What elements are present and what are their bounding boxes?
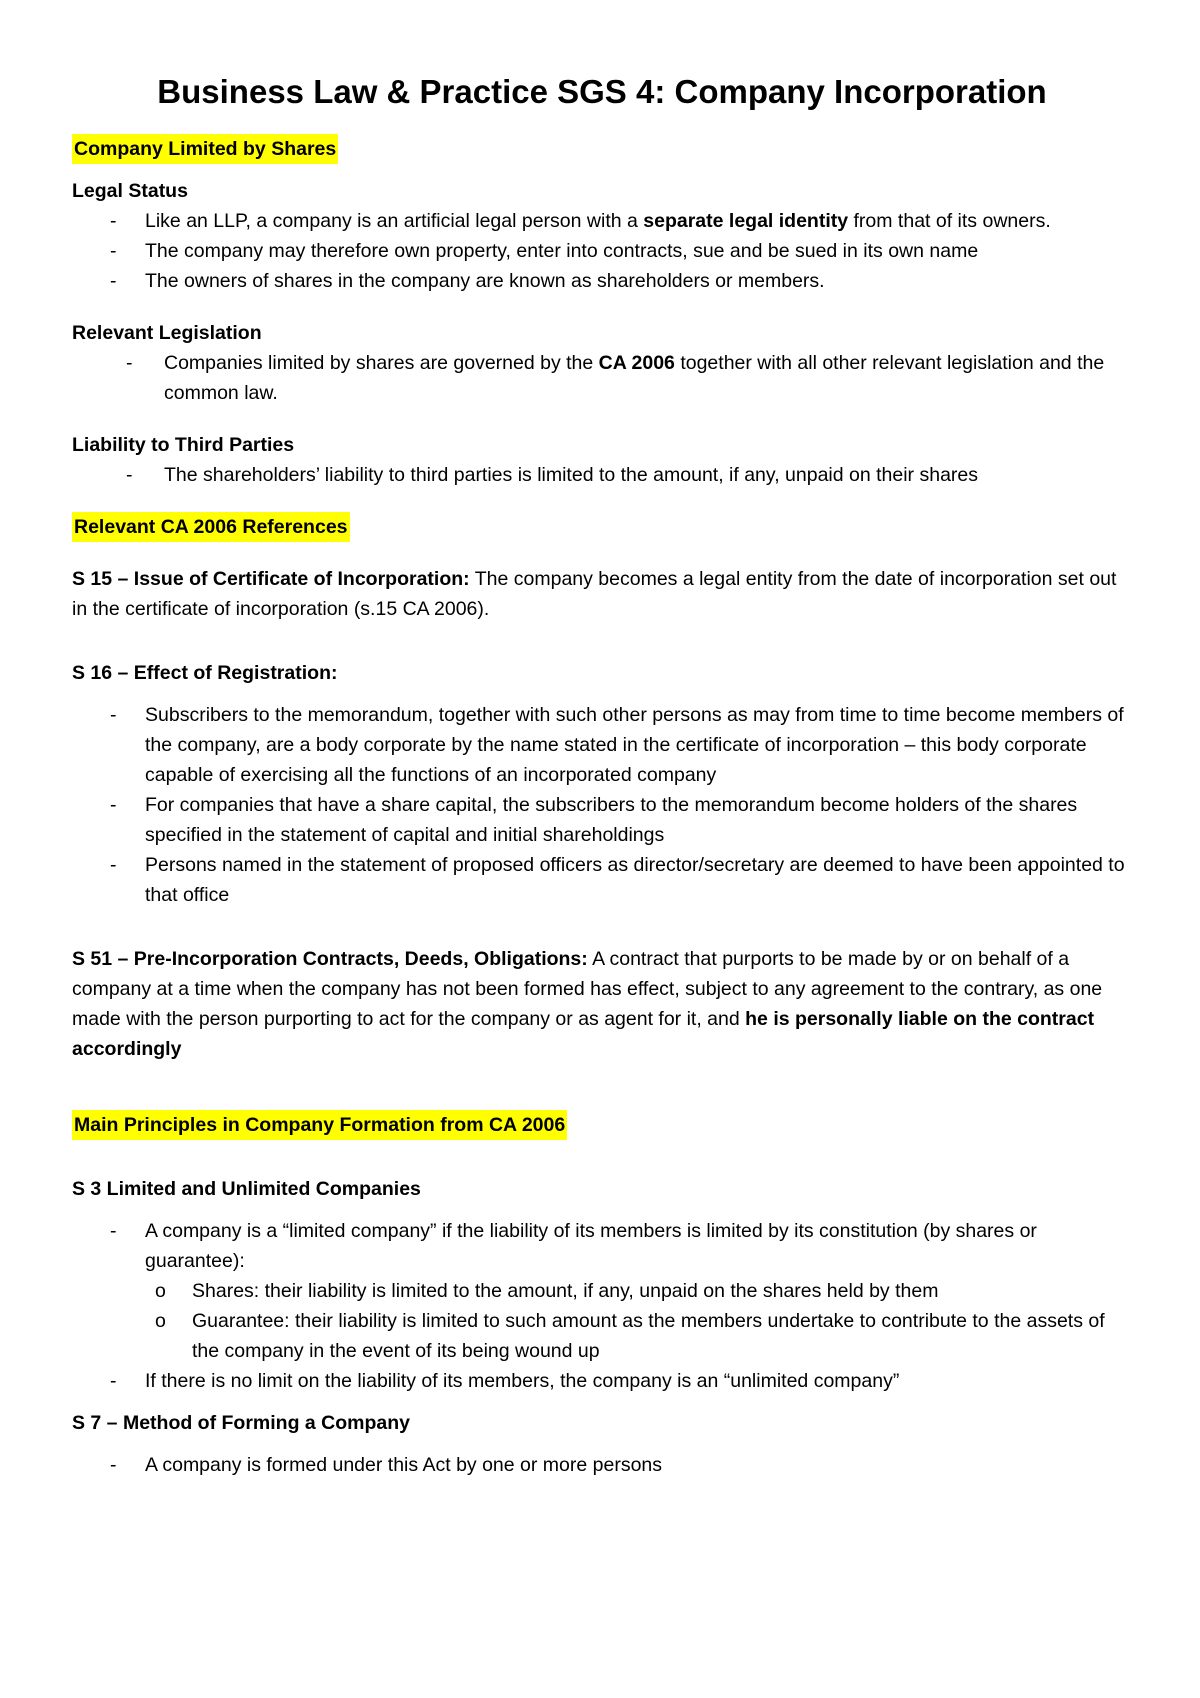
s15-paragraph: S 15 – Issue of Certificate of Incorporation: The company becomes a legal entity from the date of incorporation set out in the certificate of incorporation (s.15 CA 2006). bbox=[72, 568, 1117, 620]
liability-heading: Liability to Third Parties bbox=[72, 434, 295, 456]
sub-list-item: o Guarantee: their liability is limited to such amount as the members undertake to contribute to the assets of the company in the event of its being wound up bbox=[145, 1306, 1132, 1366]
highlighted-heading: Relevant CA 2006 References bbox=[72, 512, 350, 542]
document-page bbox=[72, 70, 1132, 1480]
list-item: - Companies limited by shares are governed by the CA 2006 together with all other relevant legislation and the common law. bbox=[72, 348, 1132, 408]
relevant-legislation-heading: Relevant Legislation bbox=[72, 322, 262, 344]
s16-heading: S 16 – Effect of Registration: bbox=[72, 662, 338, 684]
s51-paragraph: S 51 – Pre-Incorporation Contracts, Deeds, Obligations: A contract that purports to be made by or on behalf of a company at a time when the company has not been formed has effect, subject to any agreement to the contrary, as one made with the person purporting to act for the company or as agent for it, and he is personally liable on the contract accordingly bbox=[72, 948, 1103, 1060]
highlighted-heading: Company Limited by Shares bbox=[72, 134, 338, 164]
list-item: - Subscribers to the memorandum, together with such other persons as may from time to time become members of the company, are a body corporate by the name stated in the certificate of incorporation – this body corporate capable of exercising all the functions of an incorporated company bbox=[72, 700, 1132, 790]
list-item: - The company may therefore own property, enter into contracts, sue and be sued in its own name bbox=[72, 236, 1132, 266]
legal-status-heading: Legal Status bbox=[72, 180, 188, 202]
list-item: - If there is no limit on the liability of its members, the company is an “unlimited company” bbox=[72, 1366, 1132, 1396]
section-heading-main-principles bbox=[72, 1110, 1132, 1140]
s3-sub-list bbox=[145, 1276, 1132, 1366]
section-heading-company-limited bbox=[72, 134, 1132, 164]
highlighted-heading: Main Principles in Company Formation from CA 2006 bbox=[72, 1110, 567, 1140]
s7-heading: S 7 – Method of Forming a Company bbox=[72, 1412, 411, 1434]
s3-list bbox=[72, 1216, 1132, 1396]
list-item: - Persons named in the statement of proposed officers as director/secretary are deemed to have been appointed to that office bbox=[72, 850, 1132, 910]
list-item: - A company is formed under this Act by one or more persons bbox=[72, 1450, 1132, 1480]
sub-list-item: o Shares: their liability is limited to the amount, if any, unpaid on the shares held by them bbox=[145, 1276, 1132, 1306]
liability-list bbox=[72, 460, 1132, 490]
s7-list bbox=[72, 1450, 1132, 1480]
s16-list bbox=[72, 700, 1132, 910]
list-item: - For companies that have a share capital, the subscribers to the memorandum become holders of the shares specified in the statement of capital and initial shareholdings bbox=[72, 790, 1132, 850]
document-title: Business Law & Practice SGS 4: Company Incorporation bbox=[157, 73, 1047, 110]
list-item: - The shareholders’ liability to third parties is limited to the amount, if any, unpaid on their shares bbox=[72, 460, 1132, 490]
legal-status-list bbox=[72, 206, 1132, 296]
list-item: - The owners of shares in the company are known as shareholders or members. bbox=[72, 266, 1132, 296]
list-item: - Like an LLP, a company is an artificial legal person with a separate legal identity from that of its owners. bbox=[72, 206, 1132, 236]
legislation-list bbox=[72, 348, 1132, 408]
list-item: - A company is a “limited company” if the liability of its members is limited by its constitution (by shares or guarantee): o Shares: their liability is limited to the amount, if any, unpaid on the shares held by them o Guarantee: their liability is limited to such amount as the members undertake to contribute to the assets of the company in the event of its being wound up bbox=[72, 1216, 1132, 1366]
section-heading-ca-references bbox=[72, 512, 1132, 542]
s3-heading: S 3 Limited and Unlimited Companies bbox=[72, 1178, 421, 1200]
